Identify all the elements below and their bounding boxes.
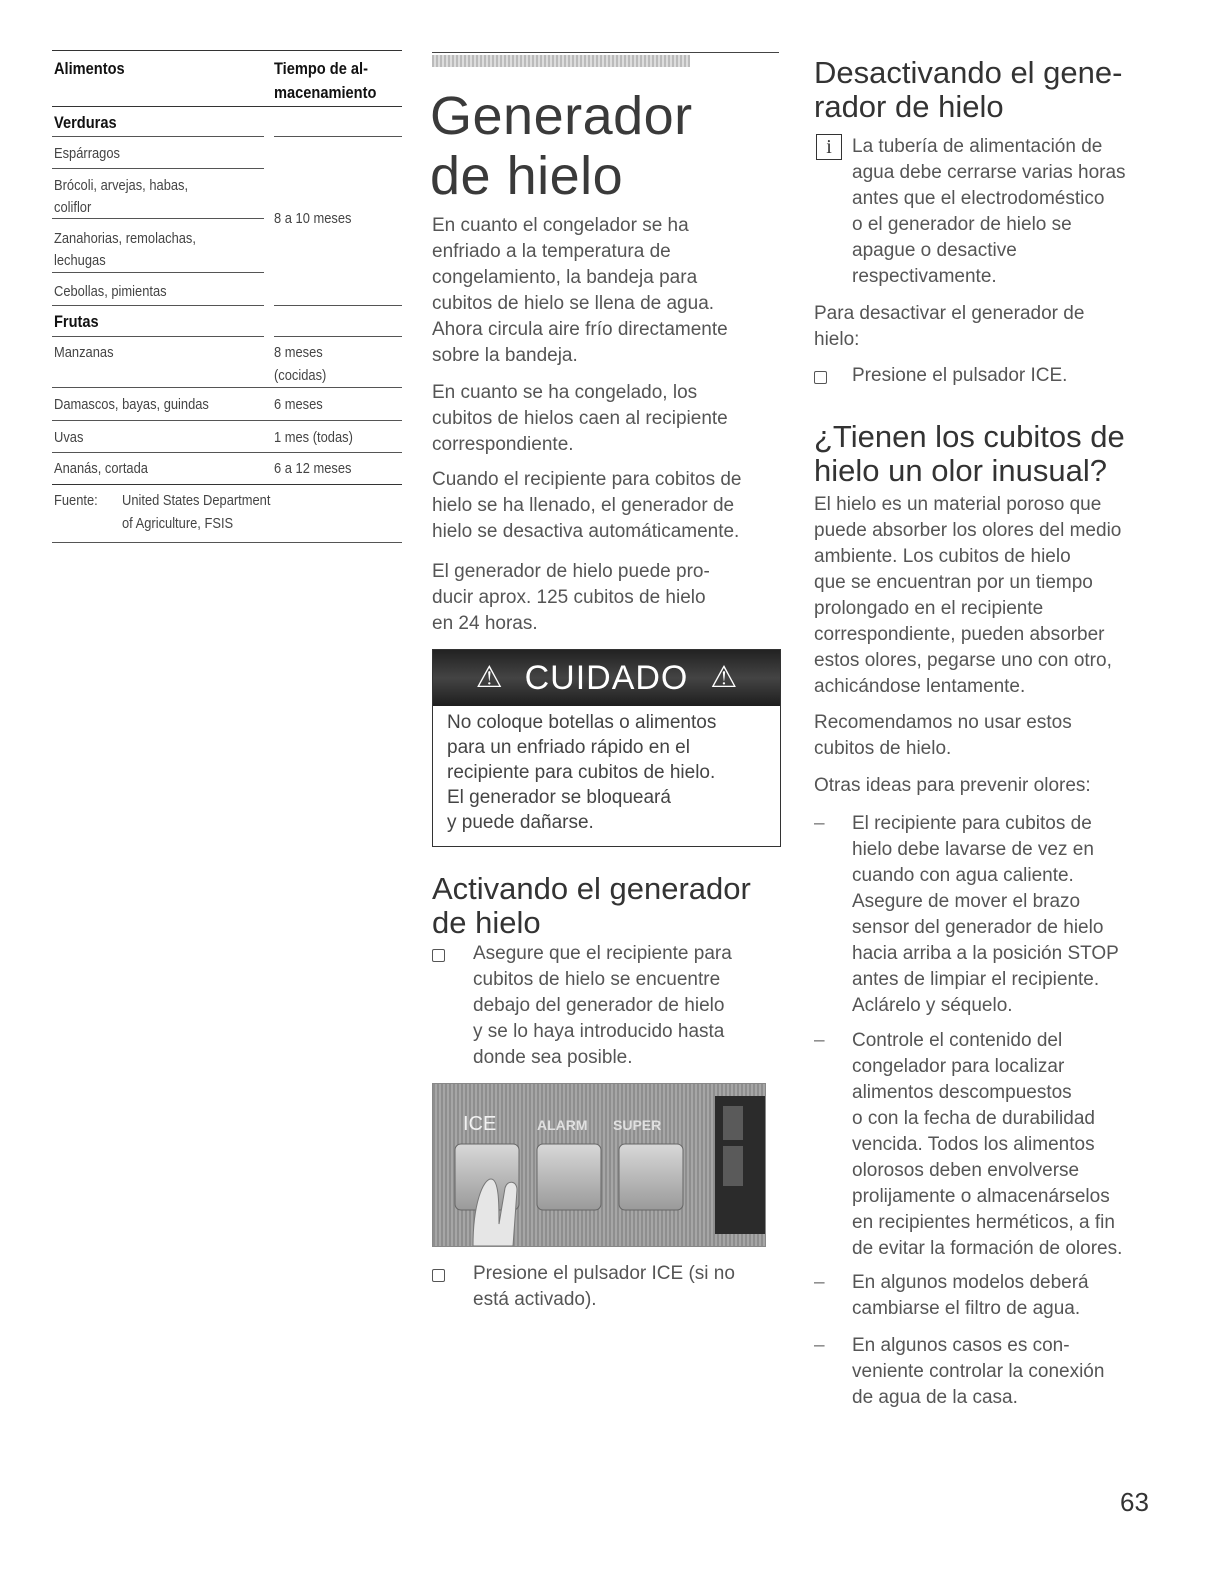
warning-triangle-icon: ⚠ [475, 661, 503, 694]
text-line: de agua de la casa. [852, 1387, 1018, 1408]
row-rule [52, 168, 264, 169]
checkbox-bullet-icon [814, 371, 834, 389]
control-panel-photo [432, 1083, 766, 1247]
paragraph-hielo-poroso [814, 492, 1164, 700]
panel-ice-label: ICE [463, 1113, 497, 1135]
row-rule [52, 136, 264, 137]
row-esparragos: Espárragos [54, 145, 120, 162]
text-line: El hielo es un material poroso que [814, 494, 1102, 515]
row-ananas: Ananás, cortada [54, 460, 148, 477]
damascos-time: 6 meses [274, 396, 323, 413]
dash-bullet: – [814, 1272, 825, 1293]
text-line: estos olores, pegarse uno con otro, [814, 650, 1112, 671]
text-line: enfriado a la temperatura de [432, 241, 671, 262]
text-line: En cuanto se ha congelado, los [432, 382, 698, 403]
row-cebollas: Cebollas, pimientas [54, 283, 167, 300]
text-line: sensor del generador de hielo [852, 917, 1104, 938]
text-line: Asegure de mover el brazo [852, 891, 1081, 912]
info-note [852, 134, 1152, 290]
text-line: en 24 horas. [432, 613, 538, 634]
source-label: Fuente: [54, 492, 98, 509]
row-rule [274, 336, 402, 337]
source-l2: of Agriculture, FSIS [122, 515, 234, 532]
page-number: 63 [1120, 1487, 1149, 1517]
warning-triangle-icon: ⚠ [710, 661, 738, 694]
text-line: No coloque botellas o alimentos [447, 712, 717, 733]
step-presione-ice [852, 363, 1152, 389]
text-line: puede absorber los olores del medio [814, 520, 1122, 541]
title-line-2: de hielo [430, 146, 624, 206]
warning-box [432, 649, 781, 847]
text-line: veniente controlar la conexión [852, 1361, 1105, 1382]
text-line: sobre la bandeja. [432, 345, 578, 366]
heading-desactivando [814, 56, 1122, 124]
step-1 [473, 941, 773, 1071]
heading-line: hielo un olor inusual? [814, 453, 1107, 488]
text-line: antes que el electrodoméstico [852, 188, 1105, 209]
text-line: cuando con agua caliente. [852, 865, 1074, 886]
paragraph-recomendamos [814, 710, 1154, 762]
intro-paragraph [432, 213, 782, 369]
row-rule [52, 272, 264, 273]
row-rule [52, 452, 402, 453]
text-line: hielo se ha llenado, el generador de [432, 495, 735, 516]
checkbox-bullet-icon [432, 949, 452, 967]
col-header-time-l2: macenamiento [274, 83, 377, 102]
paragraph-3 [432, 467, 782, 545]
text-line: y puede dañarse. [447, 812, 594, 833]
text-line: de evitar la formación de olores. [852, 1238, 1123, 1259]
text-line: correspondiente, pueden absorber [814, 624, 1105, 645]
text-line: La tubería de alimentación de [852, 136, 1103, 157]
col-header-foods: Alimentos [54, 59, 125, 78]
text-line: El generador se bloqueará [447, 787, 671, 808]
text-line: donde sea posible. [473, 1047, 633, 1068]
text-line: achicándose lentamente. [814, 676, 1026, 697]
step-2 [473, 1261, 773, 1313]
text-line: cubitos de hielos caen al recipiente [432, 408, 728, 429]
text-line: recipiente para cubitos de hielo. [447, 762, 716, 783]
text-line: Aclárelo y séquelo. [852, 995, 1013, 1016]
text-line: cubitos de hielo. [814, 738, 952, 759]
row-zanahorias-l2: lechugas [54, 252, 106, 269]
paragraph-2 [432, 380, 782, 458]
ananas-time: 6 a 12 meses [274, 460, 352, 477]
table-top-rule [52, 50, 402, 51]
text-line: agua debe cerrarse varias horas [852, 162, 1126, 183]
heading-line: Desactivando el gene- [814, 55, 1123, 90]
text-line: y se lo haya introducido hasta [473, 1021, 725, 1042]
tip-4 [814, 1333, 1154, 1411]
text-line: hielo: [814, 329, 860, 350]
row-rule [52, 305, 264, 306]
heading-line: ¿Tienen los cubitos de [814, 419, 1125, 454]
dash-bullet: – [814, 813, 825, 834]
text-line: o con la fecha de durabilidad [852, 1108, 1095, 1129]
tip-2 [814, 1028, 1154, 1262]
text-line: congelador para localizar [852, 1056, 1065, 1077]
checkbox-bullet-icon [432, 1269, 452, 1287]
row-uvas: Uvas [54, 429, 84, 446]
row-brocoli-l2: coliflor [54, 199, 92, 216]
manzanas-time-l1: 8 meses [274, 344, 323, 361]
row-damascos: Damascos, bayas, guindas [54, 396, 209, 413]
para-desactivar [814, 301, 1154, 353]
text-line: Controle el contenido del [852, 1030, 1063, 1051]
text-line: hielo se desactiva automáticamente. [432, 521, 740, 542]
text-line: ambiente. Los cubitos de hielo [814, 546, 1071, 567]
text-line: Asegure que el recipiente para [473, 943, 732, 964]
dash-bullet: – [814, 1030, 825, 1051]
control-panel-illustration [433, 1084, 765, 1246]
text-line: olorosos deben envolverse [852, 1160, 1080, 1181]
paragraph-4 [432, 559, 782, 637]
heading-line: rador de hielo [814, 89, 1004, 124]
uvas-time: 1 mes (todas) [274, 429, 353, 446]
heading-line: Activando el generador [432, 871, 751, 906]
text-line: debajo del generador de hielo [473, 995, 725, 1016]
heading-line: de hielo [432, 905, 541, 940]
warning-title: CUIDADO [524, 659, 689, 697]
section-verduras: Verduras [54, 113, 117, 132]
text-line: cubitos de hielo se encuentre [473, 969, 721, 990]
title-line-1: Generador [430, 86, 693, 146]
tip-3 [814, 1270, 1154, 1322]
text-line: que se encuentran por un tiempo [814, 572, 1093, 593]
row-manzanas: Manzanas [54, 344, 114, 361]
text-line: vencida. Todos los alimentos [852, 1134, 1095, 1155]
text-line: En algunos casos es con- [852, 1335, 1070, 1356]
verduras-time: 8 a 10 meses [274, 210, 352, 227]
heading-activando [432, 872, 751, 940]
text-line: respectivamente. [852, 266, 997, 287]
text-line: El generador de hielo puede pro- [432, 561, 710, 582]
text-line: Presione el pulsador ICE. [852, 365, 1068, 386]
text-line: Ahora circula aire frío directamente [432, 319, 728, 340]
text-line: está activado). [473, 1289, 597, 1310]
column-rule [432, 52, 779, 53]
info-icon-glyph: i [816, 134, 842, 160]
warning-text [447, 710, 772, 835]
table-bottom-rule [52, 542, 402, 543]
row-brocoli-l1: Brócoli, arvejas, habas, [54, 177, 189, 194]
row-rule [52, 420, 402, 421]
text-line: apague o desactive [852, 240, 1017, 261]
table-header-rule [52, 106, 402, 107]
panel-super-label: SUPER [613, 1117, 662, 1133]
row-zanahorias-l1: Zanahorias, remolachas, [54, 230, 196, 247]
text-line: cubitos de hielo se llena de agua. [432, 293, 715, 314]
text-line: En algunos modelos deberá [852, 1272, 1089, 1293]
info-icon [816, 134, 842, 160]
page-title [430, 86, 693, 206]
dash-bullet: – [814, 1335, 825, 1356]
manzanas-time-l2: (cocidas) [274, 367, 327, 384]
text-line: hielo debe lavarse de vez en [852, 839, 1094, 860]
section-frutas: Frutas [54, 312, 99, 331]
text-line: Para desactivar el generador de [814, 303, 1085, 324]
row-rule [52, 336, 264, 337]
text-line: prolijamente o almacenárselos [852, 1186, 1110, 1207]
heading-tienen [814, 420, 1125, 488]
tip-1 [814, 811, 1154, 1019]
text-line: antes de limpiar el recipiente. [852, 969, 1100, 990]
text-line: Presione el pulsador ICE (si no [473, 1263, 735, 1284]
text-line: En cuanto el congelador se ha [432, 215, 689, 236]
panel-alarm-label: ALARM [537, 1117, 588, 1133]
text-line: Recomendamos no usar estos [814, 712, 1072, 733]
text-line: correspondiente. [432, 434, 574, 455]
text-line: alimentos descompuestos [852, 1082, 1072, 1103]
text-line: prolongado en el recipiente [814, 598, 1044, 619]
text-line: o el generador de hielo se [852, 214, 1072, 235]
col-header-time-l1: Tiempo de al- [274, 59, 368, 78]
paragraph-otras-ideas [814, 773, 1154, 799]
row-rule [52, 387, 402, 388]
text-line: congelamiento, la bandeja para [432, 267, 698, 288]
warning-header [433, 650, 780, 706]
text-line: ducir aprox. 125 cubitos de hielo [432, 587, 706, 608]
text-line: para un enfriado rápido en el [447, 737, 690, 758]
source-l1: United States Department [122, 492, 271, 509]
title-bar-decor [432, 55, 690, 67]
text-line: hacia arriba a la posición STOP [852, 943, 1119, 964]
row-rule [52, 484, 402, 485]
text-line: Cuando el recipiente para cobitos de [432, 469, 742, 490]
row-rule [274, 136, 402, 137]
text-line: El recipiente para cubitos de [852, 813, 1092, 834]
text-line: Otras ideas para prevenir olores: [814, 775, 1091, 796]
text-line: cambiarse el filtro de agua. [852, 1298, 1081, 1319]
row-rule [52, 218, 264, 219]
text-line: en recipientes herméticos, a fin [852, 1212, 1115, 1233]
row-rule [274, 305, 402, 306]
